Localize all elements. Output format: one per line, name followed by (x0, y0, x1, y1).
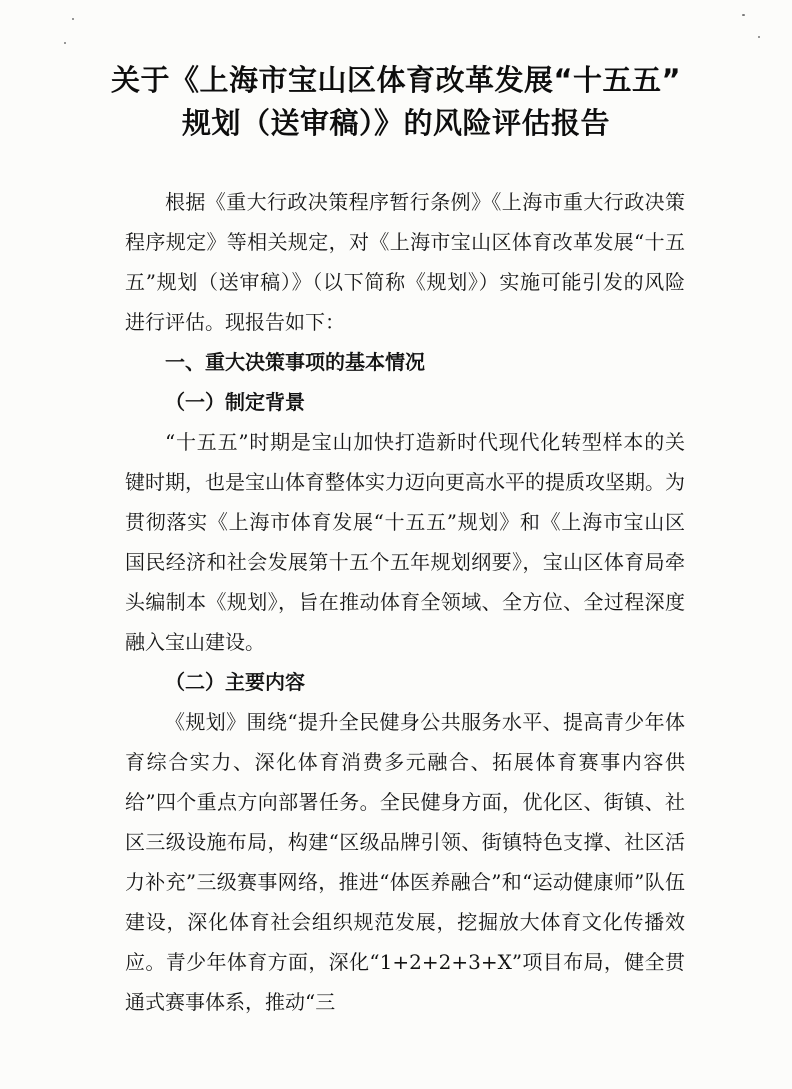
section-heading-basic-info: 一、重大决策事项的基本情况 (165, 350, 425, 374)
scan-speck (758, 36, 760, 38)
document-title-line-2: 规划（送审稿）》的风险评估报告 (181, 106, 610, 140)
subsection-heading-background: （一）制定背景 (165, 390, 305, 414)
document-body (125, 182, 685, 1022)
intro-paragraph: 根据《重大行政决策程序暂行条例》《上海市重大行政决策程序规定》等相关规定，对《上海市宝山区体育改革发展“十五五”规划（送审稿）》（以下简称《规划》）实施可能引发的风险进行评估。现报告如下： (125, 190, 685, 334)
scan-speck (742, 14, 745, 16)
main-content-paragraph: 《规划》围绕“提升全民健身公共服务水平、提高青少年体育综合实力、深化体育消费多元融合、拓展体育赛事内容供给”四个重点方向部署任务。全民健身方面，优化区、街镇、社区三级设施布局，构建“区级品牌引领、街镇特色支撑、社区活力补充”三级赛事网络，推进“体医养融合”和“运动健康师”队伍建设，深化体育社会组织规范发展，挖掘放大体育文化传播效应。青少年体育方面，深化“1+2+2+3+X”项目布局，健全贯通式赛事体系，推动“三 (125, 710, 685, 1014)
document-title-line-1: 关于《上海市宝山区体育改革发展“十五五” (110, 63, 682, 97)
scan-speck (64, 42, 66, 44)
subsection-heading-main-content: （二）主要内容 (165, 670, 305, 694)
scan-speck (72, 18, 74, 20)
background-paragraph: “十五五”时期是宝山加快打造新时代现代化转型样本的关键时期，也是宝山体育整体实力迈向更高水平的提质攻坚期。为贯彻落实《上海市体育发展“十五五”规划》和《上海市宝山区国民经济和社会发展第十五个五年规划纲要》，宝山区体育局牵头编制本《规划》，旨在推动体育全领域、全方位、全过程深度融入宝山建设。 (125, 430, 685, 654)
